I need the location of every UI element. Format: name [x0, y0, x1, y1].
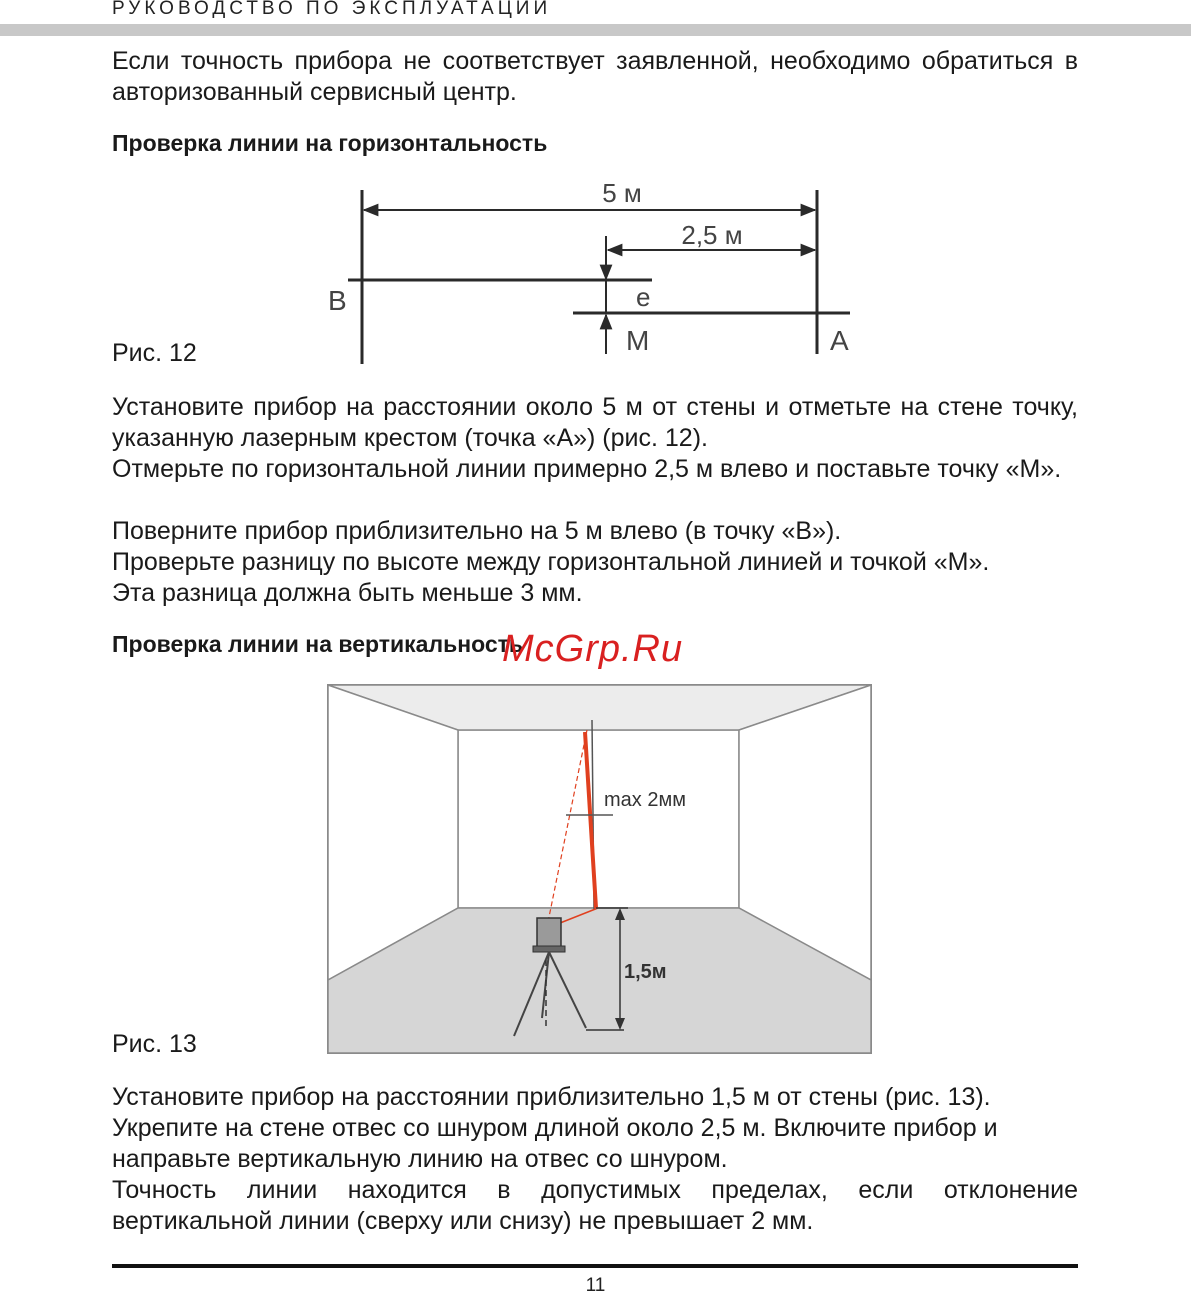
- paragraph-1: Установите прибор на расстоянии около 5 м от стены и отметьте на стене точку, указанную лазерным крестом (точка «А») (рис. 12).: [112, 393, 1078, 452]
- paragraph-4: Проверьте разницу по высоте между горизонтальной линией и точкой «М».: [112, 548, 990, 576]
- label-e: e: [636, 282, 651, 312]
- page-number: 11: [585, 1275, 606, 1296]
- figure-12-caption: Рис. 12: [112, 339, 197, 367]
- laser-level-device: [537, 918, 561, 948]
- footer-line: [112, 1264, 1078, 1268]
- label-m: M: [626, 325, 650, 356]
- watermark: McGrp.Ru: [502, 628, 684, 670]
- back-wall: [458, 730, 739, 908]
- label-25m: 2,5 м: [681, 220, 743, 250]
- paragraph-7: Точность линии находится в допустимых пределах, если отклонение вертикальной линии (сверху или снизу) не превышает 2 мм.: [112, 1176, 1078, 1235]
- figure-13-caption: Рис. 13: [112, 1030, 197, 1058]
- paragraph-6: Установите прибор на расстоянии приблизительно 1,5 м от стены (рис. 13). Укрепите на стене отвес со шнуром длиной около 2,5 м. Включите прибор и направьте вертикальную линию на отвес со шнуром.: [112, 1083, 998, 1173]
- tripod-head: [533, 946, 565, 952]
- running-header: РУКОВОДСТВО ПО ЭКСПЛУАТАЦИИ: [112, 0, 552, 19]
- paragraph-3: Поверните прибор приблизительно на 5 м влево (в точку «В»).: [112, 517, 842, 545]
- section-heading-horizontal: Проверка линии на горизонтальность: [112, 130, 548, 156]
- label-height: 1,5м: [624, 961, 667, 983]
- paragraph-2: Отмерьте по горизонтальной линии примерно 2,5 м влево и поставьте точку «М».: [112, 455, 1062, 483]
- label-5m: 5 м: [602, 178, 642, 208]
- label-a: A: [830, 325, 849, 356]
- paragraph-5: Эта разница должна быть меньше 3 мм.: [112, 579, 583, 607]
- label-max-2mm: max 2мм: [604, 789, 686, 811]
- label-b: B: [328, 285, 347, 316]
- intro-paragraph: Если точность прибора не соответствует заявленной, необходимо обратиться в авторизованный сервисный центр.: [112, 47, 1078, 106]
- section-heading-vertical: Проверка линии на вертикальность: [112, 631, 524, 657]
